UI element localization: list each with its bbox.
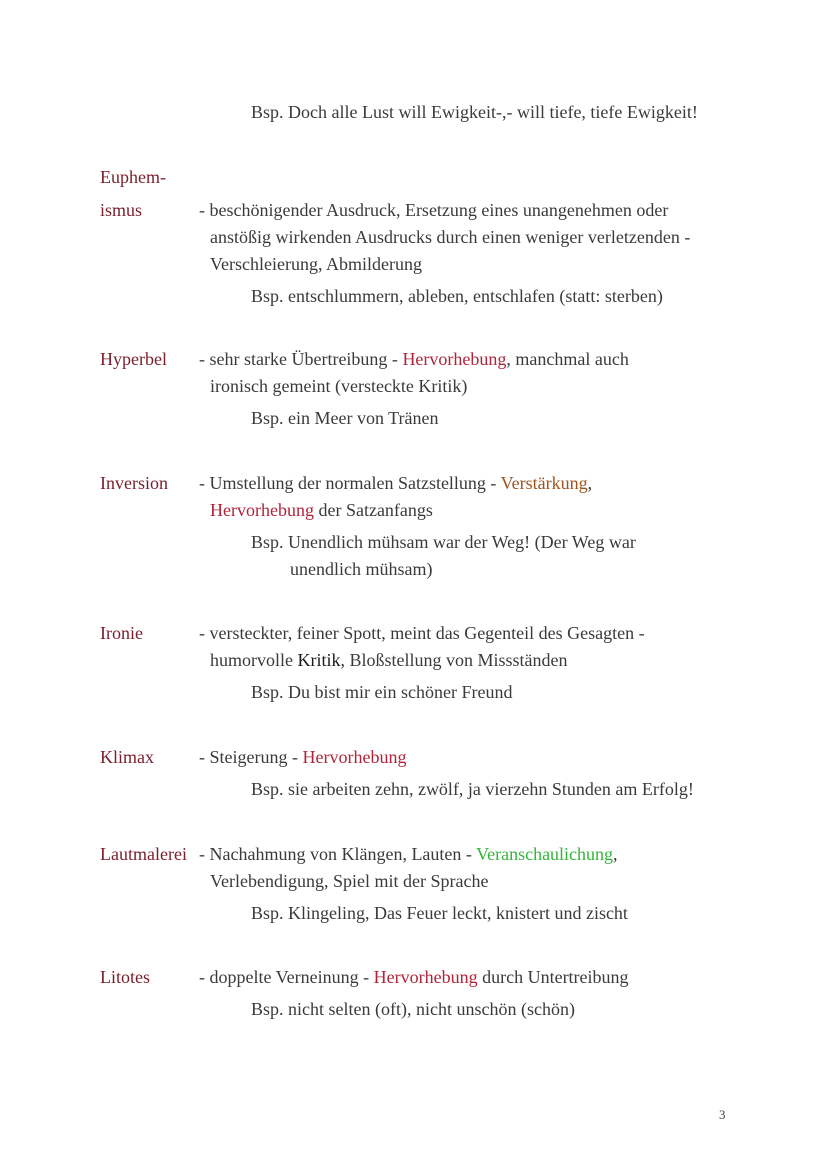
definition-line — [199, 964, 629, 990]
definition-text: - sehr starke Übertreibung - — [199, 349, 403, 369]
term-label: ismus — [100, 200, 143, 220]
definition-text: - Umstellung der normalen Satzstellung - — [199, 473, 501, 493]
keyword-highlight: Kritik — [297, 650, 341, 670]
definition-line — [199, 346, 629, 372]
definition-line — [210, 647, 568, 673]
term-label: Hyperbel — [100, 349, 167, 369]
definition-text: , — [587, 473, 593, 493]
definition-line: anstößig wirkenden Ausdrucks durch einen weniger verletzenden - — [210, 227, 691, 247]
keyword-highlight: Hervorhebung — [302, 747, 407, 767]
example-text: Bsp. entschlummern, ableben, entschlafen (statt: sterben) — [251, 286, 663, 306]
term-label: Euphem- — [100, 167, 166, 187]
definition-text: - doppelte Verneinung - — [199, 967, 374, 987]
page-number: 3 — [719, 1107, 726, 1122]
definition-text: der Satzanfangs — [313, 500, 433, 520]
term-label: Ironie — [100, 623, 143, 643]
definition-line: Verlebendigung, Spiel mit der Sprache — [210, 871, 489, 891]
example-text: Bsp. ein Meer von Tränen — [251, 408, 439, 428]
term-label: Litotes — [100, 967, 150, 987]
definition-line — [199, 744, 406, 770]
definition-line — [210, 497, 433, 523]
keyword-highlight: Veranschaulichung — [476, 844, 614, 864]
term-label: Inversion — [100, 473, 168, 493]
definition-text: , — [613, 844, 618, 864]
keyword-highlight: Verstärkung — [500, 473, 588, 493]
definition-text: - Nachahmung von Klängen, Lauten - — [199, 844, 477, 864]
term-label: Klimax — [100, 747, 154, 767]
definition-line: Verschleierung, Abmilderung — [210, 254, 422, 274]
definition-text: humorvolle — [210, 650, 298, 670]
example-text: Bsp. Doch alle Lust will Ewigkeit-,- will tiefe, tiefe Ewigkeit! — [251, 102, 698, 122]
example-text: Bsp. Du bist mir ein schöner Freund — [251, 682, 513, 702]
example-text: Bsp. sie arbeiten zehn, zwölf, ja vierzehn Stunden am Erfolg! — [251, 779, 694, 799]
definition-line: - beschönigender Ausdruck, Ersetzung eines unangenehmen oder — [199, 200, 669, 220]
definition-line — [199, 841, 618, 867]
keyword-highlight: Hervorhebung — [402, 349, 507, 369]
example-text: unendlich mühsam) — [290, 559, 433, 579]
example-text: Bsp. Unendlich mühsam war der Weg! (Der Weg war — [251, 532, 636, 552]
term-label: Lautmalerei — [100, 844, 187, 864]
definition-text: durch Untertreibung — [477, 967, 629, 987]
definition-text: , manchmal auch — [506, 349, 629, 369]
definition-line — [199, 470, 592, 496]
keyword-highlight: Hervorhebung — [210, 500, 314, 520]
definition-text: - Steigerung - — [199, 747, 303, 767]
keyword-highlight: Hervorhebung — [373, 967, 478, 987]
example-text: Bsp. nicht selten (oft), nicht unschön (schön) — [251, 999, 575, 1019]
definition-line: ironisch gemeint (versteckte Kritik) — [210, 376, 468, 396]
example-text: Bsp. Klingeling, Das Feuer leckt, knistert und zischt — [251, 903, 628, 923]
definition-text: , Bloßstellung von Missständen — [340, 650, 568, 670]
definition-line: - versteckter, feiner Spott, meint das Gegenteil des Gesagten - — [199, 623, 645, 643]
